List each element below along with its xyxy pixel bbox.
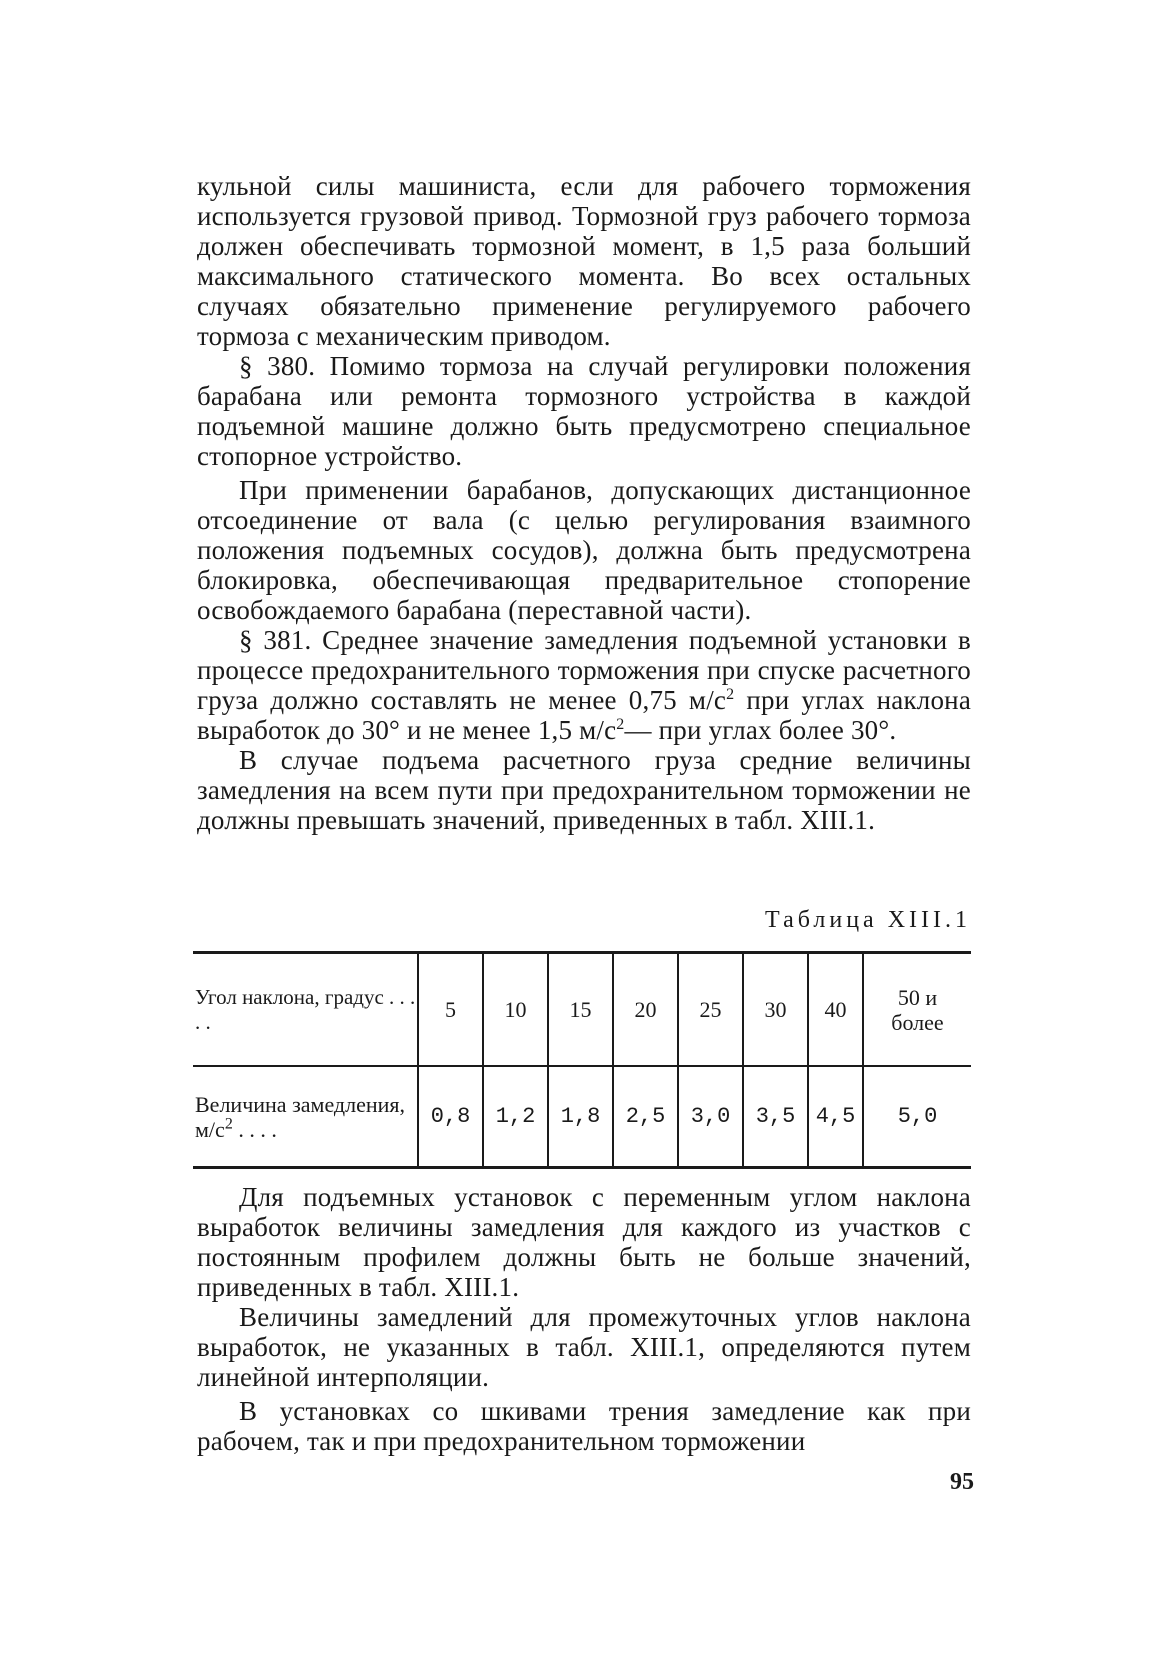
angle-cell: 25 [677,954,742,1065]
angle-cell: 30 [742,954,807,1065]
paragraph-drums: При применении барабанов, допускающих дистанционное отсоединение от вала (с целью регулирования взаимного положения подъемных сосудов), должна быть предусмотрена блокировка, обеспечивающая предварительное стопорение освобождаемого барабана (переставной части). [197,475,971,625]
paragraph-interpolation: Величины замедлений для промежуточных углов наклона выработок, не указанных в табл. XIII.1, определяются путем линейной интерполяции. [197,1302,971,1392]
page-number: 95 [950,1469,974,1495]
text-lower [197,1182,971,1456]
angle-cell: 50 и более [862,954,971,1065]
angle-cell: 5 [417,954,482,1065]
table-row-deceleration [193,1067,971,1166]
paragraph-381: § 381. Среднее значение замедления подъемной установки в процессе предохранительного торможения при спуске расчетного груза должно составлять не менее 0,75 $м/с^2$ при углах наклона выработок до 30° и не менее 1,5 $м/с^2—$ при углах более 30°. [197,625,971,745]
deceleration-cell: 3,5 [742,1067,807,1166]
text-upper [197,171,971,835]
table-row-angle [193,954,971,1067]
paragraph-continuation: кульной силы машиниста, если для рабочего торможения используется грузовой привод. Тормозной груз рабочего тормоза должен обеспечивать тормозной момент, в 1,5 раза больший максимального статического момента. Во всех остальных случаях обязательно применение регулируемого рабочего тормоза с механическим приводом. [197,171,971,351]
deceleration-cell: 1,2 [482,1067,547,1166]
angle-cell: 10 [482,954,547,1065]
table-caption: Таблица XIII.1 [765,907,971,933]
row-label-angle: Угол наклона, градус . . . . . [195,984,416,1034]
angle-cell: 40 [807,954,862,1065]
paragraph-friction-pulleys: В установках со шкивами трения замедление как при рабочем, так и при предохранительном торможении [197,1396,971,1456]
row-label-deceleration: Величина замедления, $м/с^2$ . . . . [195,1091,406,1142]
angle-cell: 15 [547,954,612,1065]
paragraph-lifting-case: В случае подъема расчетного груза средние величины замедления на всем пути при предохранительном торможении не должны превышать значений, приведенных в табл. XIII.1. [197,745,971,835]
deceleration-cell: 0,8 [417,1067,482,1166]
deceleration-table [193,951,971,1169]
deceleration-cell: 4,5 [807,1067,862,1166]
paragraph-variable-angle: Для подъемных установок с переменным углом наклона выработок величины замедления для каждого из участков с постоянным профилем должны быть не больше значений, приведенных в табл. XIII.1. [197,1182,971,1302]
deceleration-cell: 1,8 [547,1067,612,1166]
paragraph-380: § 380. Помимо тормоза на случай регулировки положения барабана или ремонта тормозного устройства в каждой подъемной машине должно быть предусмотрено специальное стопорное устройство. [197,351,971,471]
angle-cell: 20 [612,954,677,1065]
deceleration-cell: 3,0 [677,1067,742,1166]
deceleration-cell: 2,5 [612,1067,677,1166]
deceleration-cell: 5,0 [862,1067,971,1166]
